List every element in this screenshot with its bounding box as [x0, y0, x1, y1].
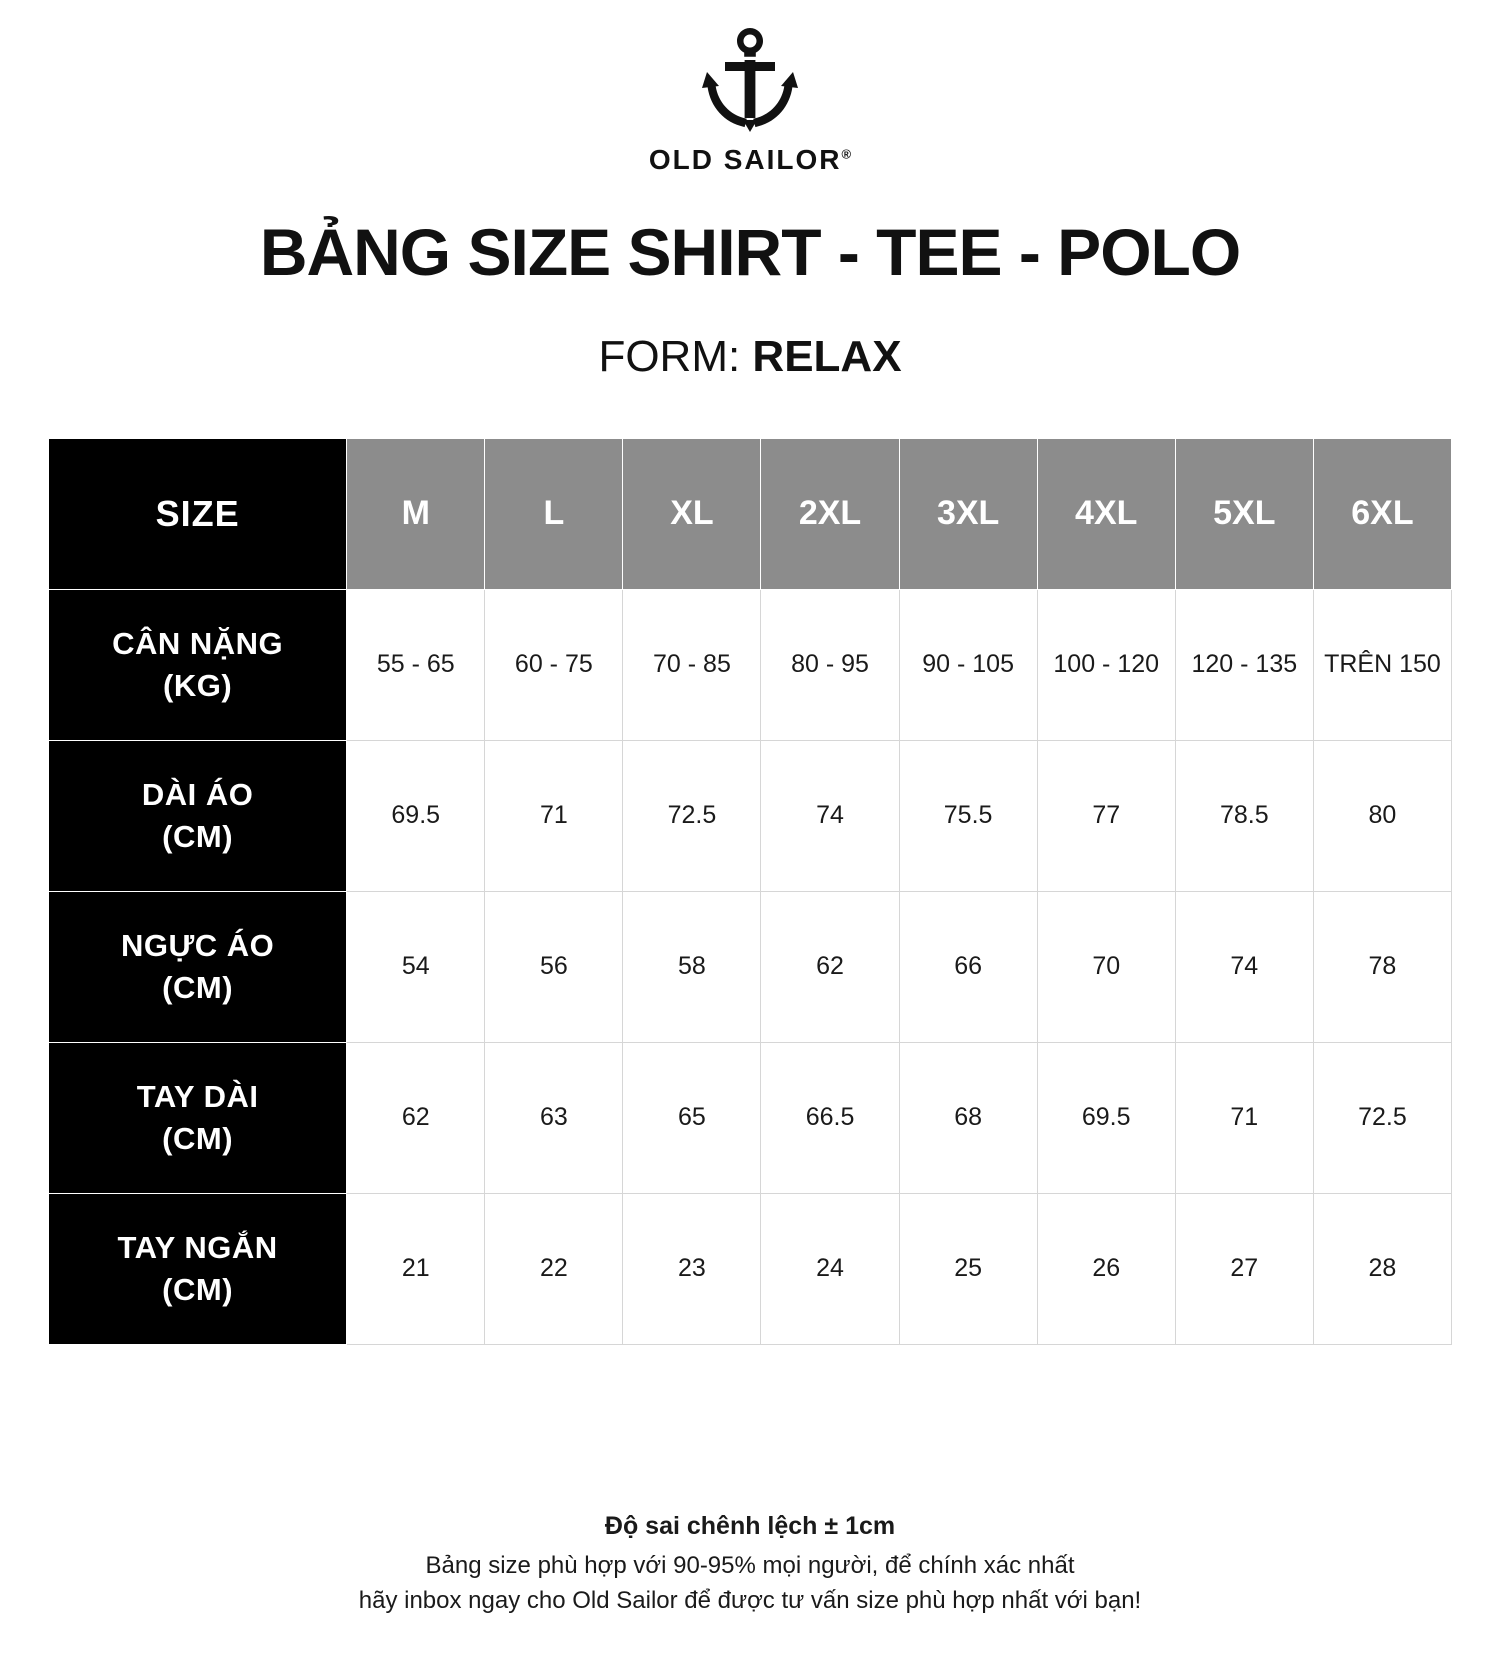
registered-mark: ®	[841, 146, 852, 162]
size-table-wrapper	[32, 438, 1468, 1345]
table-row	[49, 589, 1452, 740]
cell-weight-m: 55 - 65	[347, 589, 485, 740]
header-cell-size-6xl: 6XL	[1313, 438, 1451, 589]
brand-header	[32, 0, 1468, 176]
row-label-chest-line2: (CM)	[162, 969, 234, 1005]
cell-weight-4xl: 100 - 120	[1037, 589, 1175, 740]
cell-long-sleeve-m: 62	[347, 1042, 485, 1193]
header-cell-size-5xl: 5XL	[1175, 438, 1313, 589]
cell-length-6xl: 80	[1313, 740, 1451, 891]
footer-notes	[0, 1512, 1500, 1619]
table-row	[49, 740, 1452, 891]
row-label-weight	[49, 589, 347, 740]
cell-weight-3xl: 90 - 105	[899, 589, 1037, 740]
cell-chest-4xl: 70	[1037, 891, 1175, 1042]
row-label-long-sleeve-line2: (CM)	[162, 1120, 234, 1156]
cell-chest-m: 54	[347, 891, 485, 1042]
row-label-weight-line1: CÂN NẶNG	[112, 625, 284, 661]
row-label-length-line1: DÀI ÁO	[141, 776, 254, 812]
cell-chest-l: 56	[485, 891, 623, 1042]
table-row	[49, 891, 1452, 1042]
row-label-length-line2: (CM)	[162, 818, 234, 854]
cell-length-l: 71	[485, 740, 623, 891]
cell-chest-3xl: 66	[899, 891, 1037, 1042]
cell-short-sleeve-m: 21	[347, 1193, 485, 1344]
tolerance-note: Độ sai chênh lệch ± 1cm	[604, 1512, 896, 1541]
cell-length-4xl: 77	[1037, 740, 1175, 891]
form-label: FORM:	[598, 331, 753, 381]
row-label-long-sleeve	[49, 1042, 347, 1193]
cell-weight-xl: 70 - 85	[623, 589, 761, 740]
cell-short-sleeve-4xl: 26	[1037, 1193, 1175, 1344]
cell-short-sleeve-2xl: 24	[761, 1193, 899, 1344]
row-label-short-sleeve	[49, 1193, 347, 1344]
cell-chest-xl: 58	[623, 891, 761, 1042]
cell-chest-5xl: 74	[1175, 891, 1313, 1042]
brand-name	[649, 144, 851, 176]
size-table-head	[49, 438, 1452, 589]
cell-short-sleeve-6xl: 28	[1313, 1193, 1451, 1344]
cell-short-sleeve-5xl: 27	[1175, 1193, 1313, 1344]
cell-short-sleeve-3xl: 25	[899, 1193, 1037, 1344]
cell-short-sleeve-l: 22	[485, 1193, 623, 1344]
cell-long-sleeve-2xl: 66.5	[761, 1042, 899, 1193]
cell-weight-2xl: 80 - 95	[761, 589, 899, 740]
size-table	[48, 438, 1452, 1345]
cell-chest-2xl: 62	[761, 891, 899, 1042]
page-title: BẢNG SIZE SHIRT - TEE - POLO	[259, 215, 1241, 289]
row-label-chest-line1: NGỰC ÁO	[120, 927, 275, 963]
row-label-short-sleeve-line1: TAY NGẮN	[117, 1229, 278, 1265]
cell-long-sleeve-5xl: 71	[1175, 1042, 1313, 1193]
header-cell-size-xl: XL	[623, 438, 761, 589]
table-row	[49, 1042, 1452, 1193]
header-cell-size: SIZE	[49, 438, 347, 589]
row-label-length	[49, 740, 347, 891]
cell-short-sleeve-xl: 23	[623, 1193, 761, 1344]
cell-long-sleeve-6xl: 72.5	[1313, 1042, 1451, 1193]
cell-long-sleeve-xl: 65	[623, 1042, 761, 1193]
table-row	[49, 1193, 1452, 1344]
form-value: RELAX	[752, 331, 902, 381]
cell-length-2xl: 74	[761, 740, 899, 891]
size-table-body	[49, 589, 1452, 1344]
cell-weight-6xl: TRÊN 150	[1313, 589, 1451, 740]
header-cell-size-m: M	[347, 438, 485, 589]
row-label-short-sleeve-line2: (CM)	[162, 1271, 234, 1307]
row-label-chest	[49, 891, 347, 1042]
cell-length-3xl: 75.5	[899, 740, 1037, 891]
header-cell-size-4xl: 4XL	[1037, 438, 1175, 589]
header-cell-size-3xl: 3XL	[899, 438, 1037, 589]
cell-length-xl: 72.5	[623, 740, 761, 891]
row-label-weight-line2: (KG)	[163, 667, 233, 703]
cell-long-sleeve-3xl: 68	[899, 1042, 1037, 1193]
cell-long-sleeve-4xl: 69.5	[1037, 1042, 1175, 1193]
footer-line-2: hãy inbox ngay cho Old Sailor để được tư vấn size phù hợp nhất với bạn!	[358, 1587, 1142, 1615]
row-label-long-sleeve-line1: TAY DÀI	[136, 1078, 259, 1114]
header-cell-size-2xl: 2XL	[761, 438, 899, 589]
anchor-icon	[694, 24, 806, 142]
form-subtitle	[32, 332, 1468, 382]
cell-length-5xl: 78.5	[1175, 740, 1313, 891]
header-cell-size-l: L	[485, 438, 623, 589]
brand-name-text: OLD SAILOR	[648, 144, 842, 175]
footer-line-1: Bảng size phù hợp với 90-95% mọi người, để chính xác nhất	[425, 1552, 1075, 1580]
cell-chest-6xl: 78	[1313, 891, 1451, 1042]
cell-long-sleeve-l: 63	[485, 1042, 623, 1193]
cell-weight-5xl: 120 - 135	[1175, 589, 1313, 740]
table-header-row	[49, 438, 1452, 589]
cell-weight-l: 60 - 75	[485, 589, 623, 740]
cell-length-m: 69.5	[347, 740, 485, 891]
